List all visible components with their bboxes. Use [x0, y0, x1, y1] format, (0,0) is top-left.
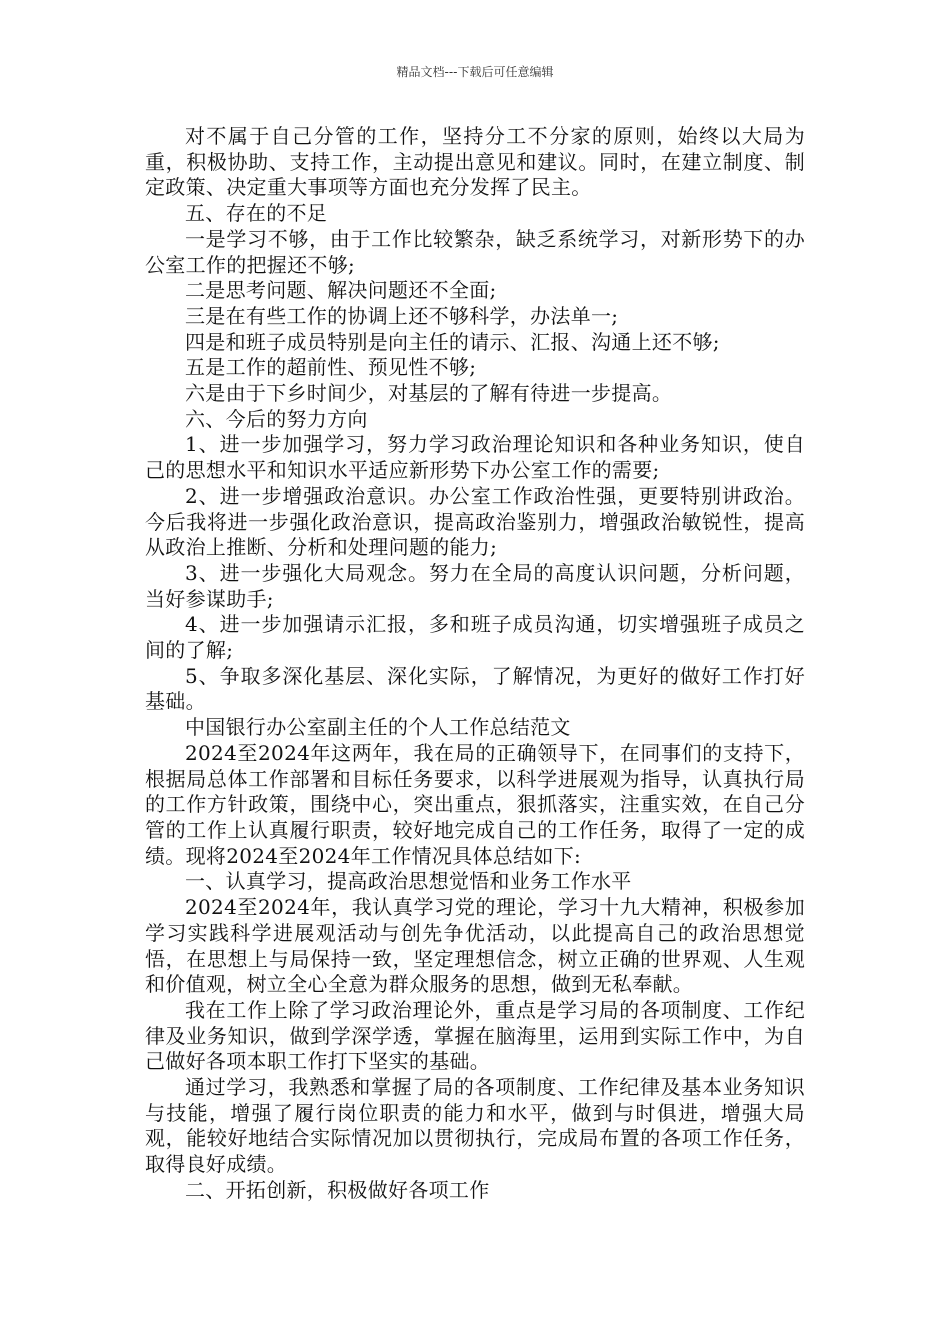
paragraph: 二是思考问题、解决问题还不全面; [185, 278, 497, 303]
paragraph: 5、争取多深化基层、深化实际，了解情况，为更好的做好工作打好基础。 [145, 663, 805, 714]
paragraph: 一是学习不够，由于工作比较繁杂，缺乏系统学习，对新形势下的办公室工作的把握还不够; [145, 226, 805, 277]
section-heading: 五、存在的不足 [185, 201, 328, 226]
paragraph: 2024至2024年，我认真学习党的理论，学习十九大精神，积极参加学习实践科学进展观活动与创先争优活动，以此提高自己的政治思想觉悟，在思想上与局保持一致，坚定理想信念，树立正确的世界观、人生观和价值观，树立全心全意为群众服务的思想，做到无私奉献。 [145, 895, 805, 997]
paragraph: 1、进一步加强学习，努力学习政治理论知识和各种业务知识，使自己的思想水平和知识水平适应新形势下办公室工作的需要; [145, 432, 805, 483]
section-heading: 一、认真学习，提高政治思想觉悟和业务工作水平 [185, 869, 632, 894]
paragraph: 通过学习，我熟悉和掌握了局的各项制度、工作纪律及基本业务知识与技能，增强了履行岗位职责的能力和水平，做到与时俱进，增强大局观，能较好地结合实际情况加以贯彻执行，完成局布置的各项工作任务，取得良好成绩。 [145, 1075, 805, 1177]
paragraph: 对不属于自己分管的工作，坚持分工不分家的原则，始终以大局为重，积极协助、支持工作，主动提出意见和建议。同时，在建立制度、制定政策、决定重大事项等方面也充分发挥了民主。 [145, 124, 805, 200]
paragraph: 3、进一步强化大局观念。努力在全局的高度认识问题，分析问题，当好参谋助手; [145, 560, 805, 611]
paragraph: 我在工作上除了学习政治理论外，重点是学习局的各项制度、工作纪律及业务知识，做到学深学透，掌握在脑海里，运用到实际工作中，为自己做好各项本职工作打下坚实的基础。 [145, 997, 805, 1074]
page-header: 精品文档---下载后可任意编辑 [396, 65, 554, 79]
document-body [145, 124, 805, 1204]
section-heading: 六、今后的努力方向 [185, 406, 368, 431]
paragraph: 4、进一步加强请示汇报，多和班子成员沟通，切实增强班子成员之间的了解; [145, 612, 805, 663]
paragraph: 五是工作的超前性、预见性不够; [185, 355, 477, 380]
paragraph: 六是由于下乡时间少，对基层的了解有待进一步提高。 [185, 381, 673, 406]
paragraph: 2、进一步增强政治意识。办公室工作政治性强，更要特别讲政治。今后我将进一步强化政治意识，提高政治鉴别力，增强政治敏锐性，提高从政治上推断、分析和处理问题的能力; [145, 483, 805, 560]
section-heading: 二、开拓创新，积极做好各项工作 [185, 1177, 490, 1202]
paragraph: 四是和班子成员特别是向主任的请示、汇报、沟通上还不够; [185, 329, 720, 354]
document-title: 中国银行办公室副主任的个人工作总结范文 [185, 715, 571, 740]
paragraph: 2024至2024年这两年，我在局的正确领导下，在同事们的支持下，根据局总体工作部署和目标任务要求，以科学进展观为指导，认真执行局的工作方针政策，围绕中心，突出重点，狠抓落实，注重实效，在自己分管的工作上认真履行职责，较好地完成自己的工作任务，取得了一定的成绩。现将2024至2024年工作情况具体总结如下: [145, 740, 805, 868]
paragraph: 三是在有些工作的协调上还不够科学，办法单一; [185, 303, 619, 328]
